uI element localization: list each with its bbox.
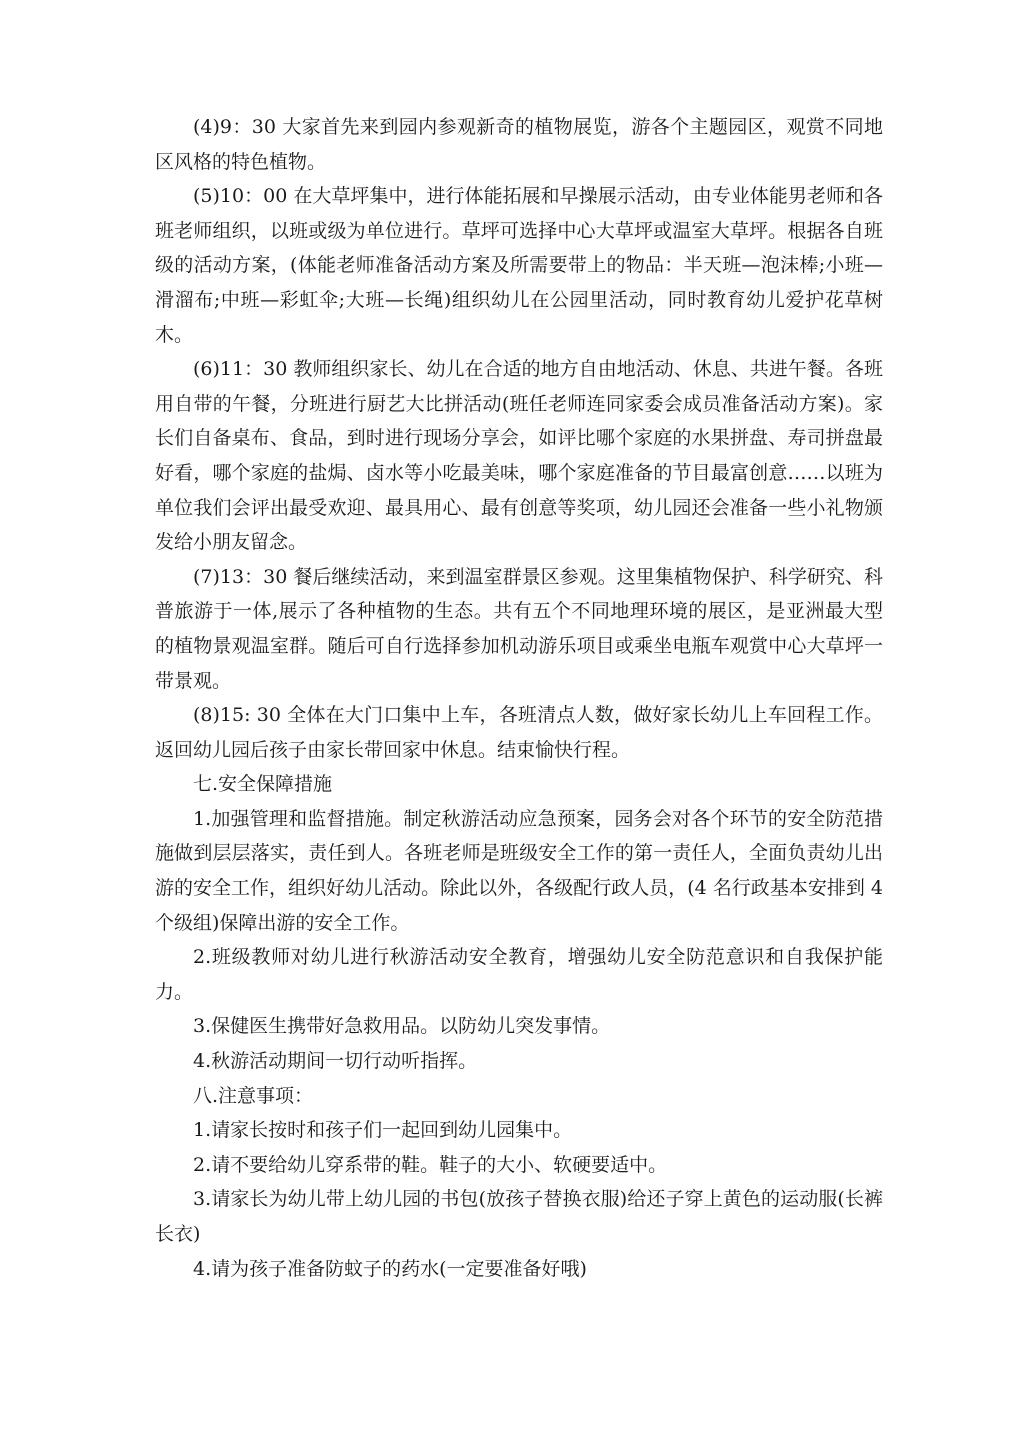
- paragraph-schedule-1130: (6)11：30 教师组织家长、幼儿在合适的地方自由地活动、休息、共进午餐。各班用自带的午餐，分班进行厨艺大比拼活动(班任老师连同家委会成员准备活动方案)。家长们自备桌布、食品，到时进行现场分享会，如评比哪个家庭的水果拼盘、寿司拼盘最好看，哪个家庭的盐焗、卤水等小吃最美味，哪个家庭准备的节目最富创意……以班为单位我们会评出最受欢迎、最具用心、最有创意等奖项，幼儿园还会准备一些小礼物颁发给小朋友留念。: [155, 358, 883, 554]
- paragraph-schedule-1330: (7)13：30 餐后继续活动，来到温室群景区参观。这里集植物保护、科学研究、科普旅游于一体,展示了各种植物的生态。共有五个不同地理环境的展区，是亚洲最大型的植物景观温室群。随后可自行选择参加机动游乐项目或乘坐电瓶车观赏中心大草坪一带景观。: [155, 565, 883, 692]
- notes-item-3: 3.请家长为幼儿带上幼儿园的书包(放孩子替换衣服)给还子穿上黄色的运动服(长裤长衣): [155, 1188, 883, 1245]
- notes-item-1: 1.请家长按时和孩子们一起回到幼儿园集中。: [193, 1119, 573, 1142]
- safety-item-4: 4.秋游活动期间一切行动听指挥。: [193, 1050, 478, 1073]
- safety-item-3: 3.保健医生携带好急救用品。以防幼儿突发事情。: [193, 1015, 611, 1038]
- safety-item-2: 2.班级教师对幼儿进行秋游活动安全教育，增强幼儿安全防范意识和自我保护能力。: [155, 946, 883, 1003]
- paragraph-schedule-1530: (8)15: 30 全体在大门口集中上车，各班清点人数，做好家长幼儿上车回程工作。返回幼儿园后孩子由家长带回家中休息。结束愉快行程。: [155, 704, 883, 761]
- section-heading-notes: 八.注意事项：: [193, 1084, 314, 1107]
- document-body: [155, 110, 883, 1286]
- notes-item-2: 2.请不要给幼儿穿系带的鞋。鞋子的大小、软硬要适中。: [193, 1153, 668, 1176]
- paragraph-schedule-0930: (4)9：30 大家首先来到园内参观新奇的植物展览，游各个主题园区，观赏不同地区风格的特色植物。: [155, 116, 883, 173]
- paragraph-schedule-1000: (5)10：00 在大草坪集中，进行体能拓展和早操展示活动，由专业体能男老师和各班老师组织，以班或级为单位进行。草坪可选择中心大草坪或温室大草坪。根据各自班级的活动方案，(体能老师准备活动方案及所需要带上的物品：半天班—泡沫棒;小班—滑溜布;中班—彩虹伞;大班—长绳)组织幼儿在公园里活动，同时教育幼儿爱护花草树木。: [155, 185, 883, 346]
- section-heading-safety: 七.安全保障措施: [193, 773, 333, 796]
- safety-item-1: 1.加强管理和监督措施。制定秋游活动应急预案，园务会对各个环节的安全防范措施做到层层落实，责任到人。各班老师是班级安全工作的第一责任人，全面负责幼儿出游的安全工作，组织好幼儿活动。除此以外，各级配行政人员，(4 名行政基本安排到 4 个级组)保障出游的安全工作。: [155, 807, 883, 934]
- notes-item-4: 4.请为孩子准备防蚊子的药水(一定要准备好哦): [193, 1257, 587, 1280]
